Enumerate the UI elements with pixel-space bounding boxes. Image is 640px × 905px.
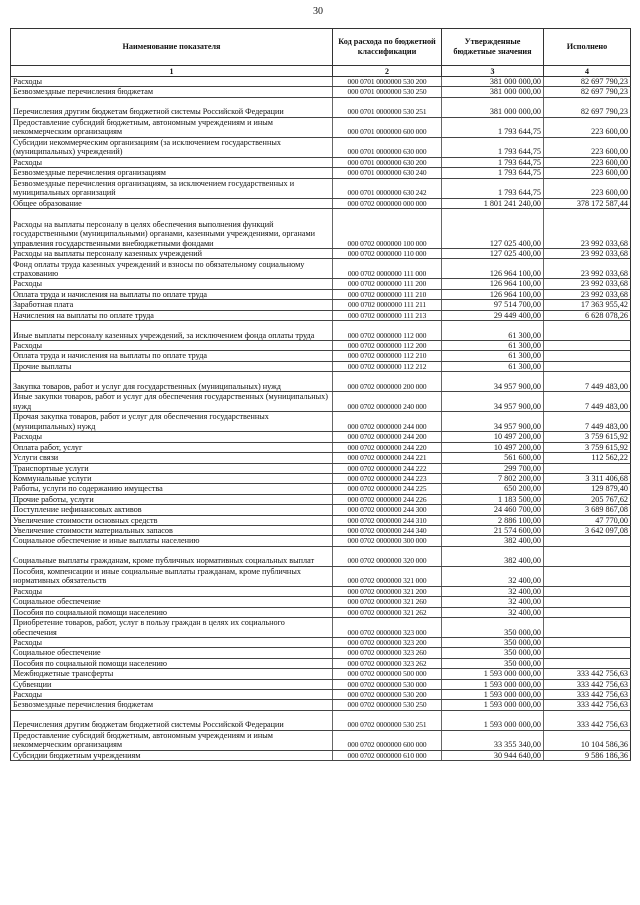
header-executed: Исполнено — [544, 29, 631, 66]
row-executed: 223 600,00 — [544, 178, 631, 198]
row-executed: 23 992 033,68 — [544, 259, 631, 279]
table-row — [11, 97, 631, 117]
row-approved: 381 000 000,00 — [442, 97, 544, 117]
row-approved: 1 183 500,00 — [442, 494, 544, 504]
row-code: 000 0702 0000000 323 260 — [333, 648, 442, 658]
row-approved: 350 000,00 — [442, 658, 544, 668]
table-body — [11, 77, 631, 761]
table-row — [11, 515, 631, 525]
row-code: 000 0702 0000000 244 310 — [333, 515, 442, 525]
row-code: 000 0702 0000000 244 000 — [333, 412, 442, 432]
row-code: 000 0702 0000000 112 210 — [333, 351, 442, 361]
row-executed — [544, 658, 631, 668]
row-approved: 350 000,00 — [442, 648, 544, 658]
row-executed: 6 628 078,26 — [544, 310, 631, 320]
row-code: 000 0702 0000000 244 221 — [333, 453, 442, 463]
row-approved: 34 957 900,00 — [442, 392, 544, 412]
row-executed — [544, 648, 631, 658]
row-executed: 9 586 186,36 — [544, 750, 631, 760]
row-code: 000 0702 0000000 323 200 — [333, 637, 442, 647]
row-executed: 205 767,62 — [544, 494, 631, 504]
row-name: Прочие работы, услуги — [11, 494, 333, 504]
row-executed — [544, 351, 631, 361]
header-name: Наименование показателя — [11, 29, 333, 66]
row-code: 000 0702 0000000 530 200 — [333, 690, 442, 700]
row-approved: 1 593 000 000,00 — [442, 679, 544, 689]
row-name: Социальное обеспечение — [11, 597, 333, 607]
row-name: Пособия по социальной помощи населению — [11, 607, 333, 617]
row-name: Расходы — [11, 432, 333, 442]
row-approved: 32 400,00 — [442, 597, 544, 607]
row-code: 000 0702 0000000 244 300 — [333, 505, 442, 515]
row-executed: 3 759 615,92 — [544, 432, 631, 442]
table-row — [11, 730, 631, 750]
table-row — [11, 690, 631, 700]
row-name: Прочая закупка товаров, работ и услуг для обеспечения государственных (муниципальных) нужд — [11, 412, 333, 432]
row-approved: 32 400,00 — [442, 586, 544, 596]
row-name: Оплата труда и начисления на выплаты по оплате труда — [11, 351, 333, 361]
row-code: 000 0702 0000000 244 220 — [333, 442, 442, 452]
row-approved: 21 574 600,00 — [442, 525, 544, 535]
row-code: 000 0702 0000000 112 212 — [333, 361, 442, 371]
row-executed: 23 992 033,68 — [544, 209, 631, 249]
row-approved: 381 000 000,00 — [442, 87, 544, 97]
table-row — [11, 607, 631, 617]
table-row — [11, 546, 631, 566]
row-code: 000 0702 0000000 530 250 — [333, 700, 442, 710]
row-executed: 223 600,00 — [544, 137, 631, 157]
row-executed — [544, 546, 631, 566]
row-executed: 23 992 033,68 — [544, 249, 631, 259]
table-row — [11, 279, 631, 289]
table-row — [11, 178, 631, 198]
row-executed: 47 770,00 — [544, 515, 631, 525]
row-approved: 126 964 100,00 — [442, 279, 544, 289]
row-approved: 34 957 900,00 — [442, 372, 544, 392]
row-code: 000 0702 0000000 300 000 — [333, 536, 442, 546]
row-code: 000 0702 0000000 321 260 — [333, 597, 442, 607]
table-row — [11, 372, 631, 392]
row-approved: 33 355 340,00 — [442, 730, 544, 750]
table-row — [11, 463, 631, 473]
row-name: Оплата труда и начисления на выплаты по оплате труда — [11, 289, 333, 299]
row-name: Прочие выплаты — [11, 361, 333, 371]
header-num-3: 3 — [442, 66, 544, 77]
header-code: Код расхода по бюджетной классификации — [333, 29, 442, 66]
row-executed: 3 689 867,08 — [544, 505, 631, 515]
row-name: Иные закупки товаров, работ и услуг для обеспечения государственных (муниципальных) нужд — [11, 392, 333, 412]
row-name: Расходы — [11, 637, 333, 647]
row-code: 000 0702 0000000 111 000 — [333, 259, 442, 279]
row-name: Приобретение товаров, работ, услуг в пользу граждан в целях их социального обеспечения — [11, 617, 333, 637]
row-code: 000 0702 0000000 111 213 — [333, 310, 442, 320]
table-row — [11, 566, 631, 586]
table-row — [11, 137, 631, 157]
row-code: 000 0702 0000000 111 210 — [333, 289, 442, 299]
row-name: Общее образование — [11, 198, 333, 208]
row-code: 000 0702 0000000 321 200 — [333, 586, 442, 596]
row-approved: 97 514 700,00 — [442, 300, 544, 310]
row-executed: 17 363 955,42 — [544, 300, 631, 310]
table-row — [11, 412, 631, 432]
row-approved: 2 886 100,00 — [442, 515, 544, 525]
row-approved: 350 000,00 — [442, 617, 544, 637]
header-num-4: 4 — [544, 66, 631, 77]
row-approved: 126 964 100,00 — [442, 289, 544, 299]
row-executed: 3 642 097,08 — [544, 525, 631, 535]
row-approved: 1 593 000 000,00 — [442, 700, 544, 710]
row-approved: 61 300,00 — [442, 321, 544, 341]
row-executed: 3 759 615,92 — [544, 442, 631, 452]
row-approved: 1 593 000 000,00 — [442, 690, 544, 700]
row-approved: 1 593 000 000,00 — [442, 710, 544, 730]
table-row — [11, 536, 631, 546]
row-approved: 1 793 644,75 — [442, 178, 544, 198]
row-approved: 299 700,00 — [442, 463, 544, 473]
row-executed: 333 442 756,63 — [544, 669, 631, 679]
row-code: 000 0702 0000000 320 000 — [333, 546, 442, 566]
table-row — [11, 750, 631, 760]
row-name: Увеличение стоимости основных средств — [11, 515, 333, 525]
row-executed: 333 442 756,63 — [544, 679, 631, 689]
table-row — [11, 321, 631, 341]
row-executed: 129 879,40 — [544, 484, 631, 494]
row-name: Субвенции — [11, 679, 333, 689]
row-code: 000 0702 0000000 323 000 — [333, 617, 442, 637]
row-name: Работы, услуги по содержанию имущества — [11, 484, 333, 494]
row-name: Увеличение стоимости материальных запасов — [11, 525, 333, 535]
row-executed: 223 600,00 — [544, 168, 631, 178]
table-row — [11, 168, 631, 178]
row-name: Оплата работ, услуг — [11, 442, 333, 452]
row-name: Расходы — [11, 157, 333, 167]
row-code: 000 0702 0000000 323 262 — [333, 658, 442, 668]
row-name: Безвозмездные перечисления бюджетам — [11, 87, 333, 97]
row-name: Заработная плата — [11, 300, 333, 310]
page-number: 30 — [313, 6, 323, 17]
row-code: 000 0702 0000000 112 200 — [333, 341, 442, 351]
row-name: Социальное обеспечение — [11, 648, 333, 658]
row-name: Расходы — [11, 586, 333, 596]
row-approved: 382 400,00 — [442, 546, 544, 566]
row-executed — [544, 536, 631, 546]
table-row — [11, 648, 631, 658]
row-executed: 7 449 483,00 — [544, 372, 631, 392]
row-code: 000 0701 0000000 630 240 — [333, 168, 442, 178]
row-name: Пособия по социальной помощи населению — [11, 658, 333, 668]
row-code: 000 0702 0000000 110 000 — [333, 249, 442, 259]
row-code: 000 0702 0000000 244 200 — [333, 432, 442, 442]
row-name: Фонд оплаты труда казенных учреждений и взносы по обязательному социальному страхованию — [11, 259, 333, 279]
budget-execution-table — [10, 28, 631, 761]
table-row — [11, 259, 631, 279]
row-executed: 7 449 483,00 — [544, 392, 631, 412]
row-code: 000 0701 0000000 530 250 — [333, 87, 442, 97]
row-approved: 29 449 400,00 — [442, 310, 544, 320]
row-name: Начисления на выплаты по оплате труда — [11, 310, 333, 320]
table-row — [11, 586, 631, 596]
row-executed: 10 104 586,36 — [544, 730, 631, 750]
row-executed — [544, 566, 631, 586]
row-executed — [544, 617, 631, 637]
row-name: Пособия, компенсации и иные социальные выплаты гражданам, кроме публичных нормативных обязательств — [11, 566, 333, 586]
row-name: Закупка товаров, работ и услуг для государственных (муниципальных) нужд — [11, 372, 333, 392]
table-row — [11, 597, 631, 607]
table-row — [11, 392, 631, 412]
row-code: 000 0702 0000000 240 000 — [333, 392, 442, 412]
row-approved: 126 964 100,00 — [442, 259, 544, 279]
row-approved: 1 801 241 240,00 — [442, 198, 544, 208]
row-code: 000 0702 0000000 000 000 — [333, 198, 442, 208]
row-approved: 1 793 644,75 — [442, 137, 544, 157]
row-approved: 61 300,00 — [442, 361, 544, 371]
header-num-1: 1 — [11, 66, 333, 77]
row-code: 000 0701 0000000 530 251 — [333, 97, 442, 117]
row-name: Социальные выплаты гражданам, кроме публичных нормативных социальных выплат — [11, 546, 333, 566]
table-row — [11, 249, 631, 259]
row-approved: 1 793 644,75 — [442, 157, 544, 167]
row-executed — [544, 341, 631, 351]
table-row — [11, 617, 631, 637]
table-row — [11, 361, 631, 371]
header-num-2: 2 — [333, 66, 442, 77]
row-name: Межбюджетные трансферты — [11, 669, 333, 679]
table-column-numbers-row — [11, 66, 631, 77]
row-executed: 333 442 756,63 — [544, 710, 631, 730]
row-executed: 82 697 790,23 — [544, 97, 631, 117]
table-row — [11, 351, 631, 361]
row-executed: 23 992 033,68 — [544, 279, 631, 289]
row-approved: 127 025 400,00 — [442, 249, 544, 259]
row-code: 000 0702 0000000 500 000 — [333, 669, 442, 679]
row-name: Социальное обеспечение и иные выплаты населению — [11, 536, 333, 546]
table-row — [11, 442, 631, 452]
row-name: Транспортные услуги — [11, 463, 333, 473]
row-executed — [544, 361, 631, 371]
row-executed — [544, 463, 631, 473]
row-name: Иные выплаты персоналу казенных учреждений, за исключением фонда оплаты труда — [11, 321, 333, 341]
row-name: Безвозмездные перечисления организациям — [11, 168, 333, 178]
row-executed: 7 449 483,00 — [544, 412, 631, 432]
table-row — [11, 679, 631, 689]
table-row — [11, 157, 631, 167]
row-code: 000 0702 0000000 244 340 — [333, 525, 442, 535]
row-name: Перечисления другим бюджетам бюджетной системы Российской Федерации — [11, 97, 333, 117]
table-row — [11, 505, 631, 515]
row-approved: 350 000,00 — [442, 637, 544, 647]
row-executed: 223 600,00 — [544, 157, 631, 167]
row-code: 000 0702 0000000 111 200 — [333, 279, 442, 289]
table-row — [11, 710, 631, 730]
row-approved: 10 497 200,00 — [442, 432, 544, 442]
table-header-row — [11, 29, 631, 66]
row-code: 000 0701 0000000 630 242 — [333, 178, 442, 198]
row-code: 000 0702 0000000 244 222 — [333, 463, 442, 473]
row-code: 000 0702 0000000 100 000 — [333, 209, 442, 249]
budget-table-container — [10, 28, 630, 761]
table-row — [11, 310, 631, 320]
row-executed — [544, 637, 631, 647]
row-code: 000 0701 0000000 630 200 — [333, 157, 442, 167]
row-executed: 378 172 587,44 — [544, 198, 631, 208]
table-row — [11, 453, 631, 463]
row-executed: 333 442 756,63 — [544, 690, 631, 700]
row-name: Расходы на выплаты персоналу казенных учреждений — [11, 249, 333, 259]
row-code: 000 0702 0000000 530 251 — [333, 710, 442, 730]
row-name: Безвозмездные перечисления бюджетам — [11, 700, 333, 710]
row-code: 000 0701 0000000 600 000 — [333, 117, 442, 137]
row-name: Расходы на выплаты персоналу в целях обеспечения выполнения функций государственными (муниципальными) органами, казенными учреждениями, органами управления государственными внебюджетными фондами — [11, 209, 333, 249]
row-code: 000 0702 0000000 112 000 — [333, 321, 442, 341]
table-row — [11, 341, 631, 351]
row-name: Расходы — [11, 690, 333, 700]
table-row — [11, 473, 631, 483]
row-approved: 127 025 400,00 — [442, 209, 544, 249]
row-approved: 561 600,00 — [442, 453, 544, 463]
row-approved: 1 793 644,75 — [442, 168, 544, 178]
row-name: Безвозмездные перечисления организациям, за исключением государственных и муниципальных организаций — [11, 178, 333, 198]
row-approved: 32 400,00 — [442, 566, 544, 586]
row-approved: 1 793 644,75 — [442, 117, 544, 137]
row-code: 000 0702 0000000 321 000 — [333, 566, 442, 586]
row-executed: 112 562,22 — [544, 453, 631, 463]
table-row — [11, 77, 631, 87]
row-approved: 650 200,00 — [442, 484, 544, 494]
row-executed: 223 600,00 — [544, 117, 631, 137]
row-executed — [544, 586, 631, 596]
row-executed — [544, 321, 631, 341]
table-row — [11, 432, 631, 442]
table-row — [11, 669, 631, 679]
row-code: 000 0701 0000000 630 000 — [333, 137, 442, 157]
table-row — [11, 700, 631, 710]
row-approved: 34 957 900,00 — [442, 412, 544, 432]
row-executed: 82 697 790,23 — [544, 77, 631, 87]
row-code: 000 0702 0000000 200 000 — [333, 372, 442, 392]
row-code: 000 0702 0000000 244 225 — [333, 484, 442, 494]
row-executed: 333 442 756,63 — [544, 700, 631, 710]
row-code: 000 0702 0000000 610 000 — [333, 750, 442, 760]
row-approved: 10 497 200,00 — [442, 442, 544, 452]
row-name: Предоставление субсидий бюджетным, автономным учреждениям и иным некоммерческим организациям — [11, 117, 333, 137]
table-row — [11, 484, 631, 494]
table-row — [11, 658, 631, 668]
row-approved: 7 802 200,00 — [442, 473, 544, 483]
row-code: 000 0701 0000000 530 200 — [333, 77, 442, 87]
row-approved: 381 000 000,00 — [442, 77, 544, 87]
row-name: Расходы — [11, 279, 333, 289]
row-name: Коммунальные услуги — [11, 473, 333, 483]
table-row — [11, 117, 631, 137]
row-name: Услуги связи — [11, 453, 333, 463]
row-code: 000 0702 0000000 111 211 — [333, 300, 442, 310]
table-row — [11, 300, 631, 310]
row-executed: 82 697 790,23 — [544, 87, 631, 97]
row-executed: 23 992 033,68 — [544, 289, 631, 299]
row-name: Расходы — [11, 341, 333, 351]
row-approved: 382 400,00 — [442, 536, 544, 546]
row-approved: 30 944 640,00 — [442, 750, 544, 760]
row-code: 000 0702 0000000 244 223 — [333, 473, 442, 483]
row-name: Предоставление субсидий бюджетным, автономным учреждениям и иным некоммерческим организациям — [11, 730, 333, 750]
row-name: Поступление нефинансовых активов — [11, 505, 333, 515]
table-row — [11, 289, 631, 299]
row-approved: 32 400,00 — [442, 607, 544, 617]
row-name: Субсидии бюджетным учреждениям — [11, 750, 333, 760]
row-approved: 1 593 000 000,00 — [442, 669, 544, 679]
table-row — [11, 198, 631, 208]
header-approved: Утвержденные бюджетные значения — [442, 29, 544, 66]
row-approved: 61 300,00 — [442, 351, 544, 361]
table-row — [11, 637, 631, 647]
row-name: Расходы — [11, 77, 333, 87]
row-name: Субсидии некоммерческим организациям (за исключением государственных (муниципальных) учреждений) — [11, 137, 333, 157]
row-code: 000 0702 0000000 600 000 — [333, 730, 442, 750]
row-executed: 3 311 406,68 — [544, 473, 631, 483]
row-approved: 61 300,00 — [442, 341, 544, 351]
row-executed — [544, 607, 631, 617]
row-code: 000 0702 0000000 321 262 — [333, 607, 442, 617]
row-executed — [544, 597, 631, 607]
table-row — [11, 209, 631, 249]
table-row — [11, 525, 631, 535]
row-approved: 24 460 700,00 — [442, 505, 544, 515]
row-code: 000 0702 0000000 244 226 — [333, 494, 442, 504]
row-code: 000 0702 0000000 530 000 — [333, 679, 442, 689]
row-name: Перечисления другим бюджетам бюджетной системы Российской Федерации — [11, 710, 333, 730]
table-row — [11, 87, 631, 97]
table-row — [11, 494, 631, 504]
